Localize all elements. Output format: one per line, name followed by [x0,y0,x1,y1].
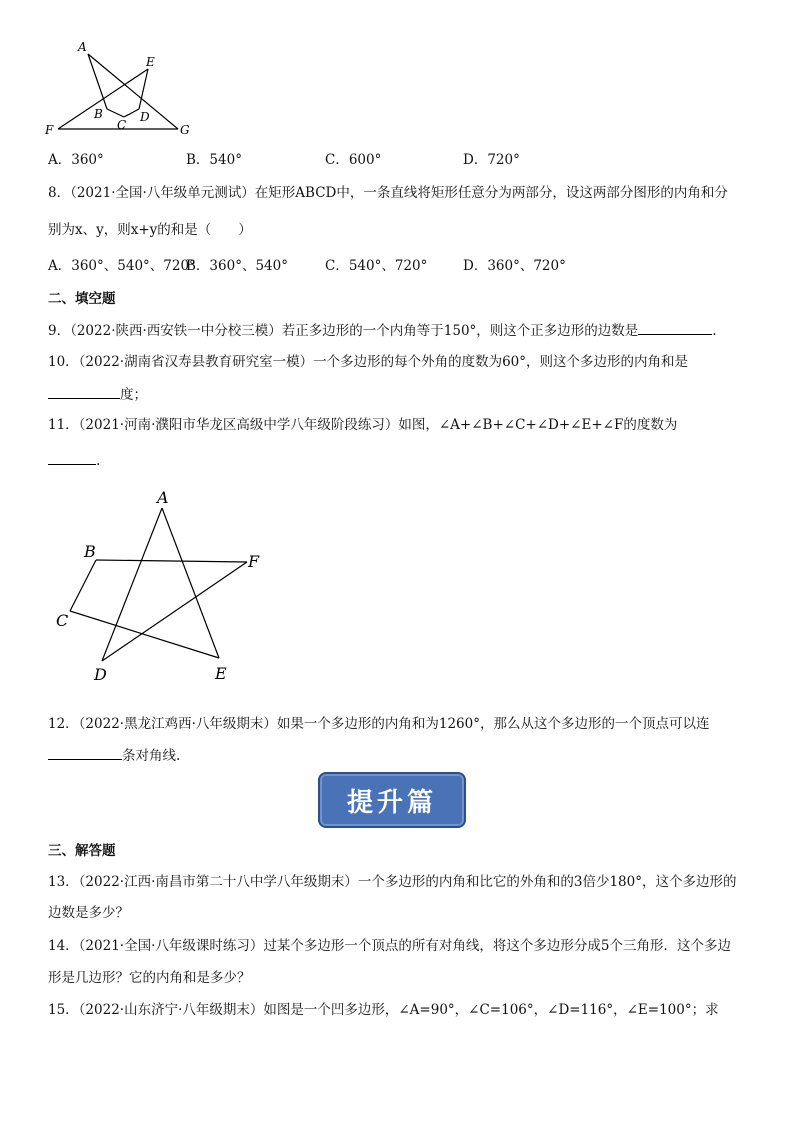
q8-option-b[interactable]: B．360°、540° [186,258,288,274]
fig2-line-ae [162,508,219,658]
fig1-label-e: E [146,55,155,69]
q8-option-a[interactable]: A．360°、540°、720° [48,258,196,274]
fig2-line-df [102,562,247,661]
figure-1 [40,38,200,142]
q11-answer-blank[interactable] [48,450,96,465]
q12-line2 [48,745,180,766]
q7-option-a[interactable]: A．360° [48,152,104,168]
figure-2 [44,486,274,686]
fig1-line-bc [107,109,124,117]
fig2-label-d: D [94,665,107,684]
q8-line2: 别为x、y，则x+y的和是（ ） [48,222,252,238]
q8-option-d[interactable]: D．360°、720° [463,258,566,274]
fig2-label-a: A [157,488,169,507]
section-3-title: 三、解答题 [48,843,116,859]
q12-answer-blank[interactable] [48,745,122,760]
q9-end: . [712,323,717,339]
q7-option-c[interactable]: C．600° [325,152,382,168]
q13-line2: 边数是多少？ [48,905,129,921]
q8-line1: 8．（2021·全国·八年级单元测试）在矩形ABCD中，一条直线将矩形任意分为两部分，设这两部分图形的内角和分 [48,185,728,201]
q9-answer-blank[interactable] [638,320,712,335]
fig2-label-b: B [84,542,96,561]
q7-option-d[interactable]: D．720° [463,152,520,168]
fig1-label-c: C [117,118,127,132]
q13-line1: 13．（2022·江西·南昌市第二十八中学八年级期末）一个多边形的内角和比它的外角和的3倍少180°，这个多边形的 [48,874,737,890]
fig1-label-f: F [45,123,54,137]
q12-end: 条对角线. [122,748,181,764]
fig2-line-bc [70,560,96,611]
fig2-line-ce [70,611,219,658]
q15-line1: 15．（2022·山东济宁·八年级期末）如图是一个凹多边形，∠A=90°，∠C=106°，∠D=116°，∠E=100°；求 [48,1002,719,1018]
fig1-label-b: B [94,107,103,121]
fig1-label-d: D [140,110,150,124]
q10-answer-blank[interactable] [48,384,120,399]
q10-line2 [48,384,147,405]
advanced-section-badge: 提升篇 [318,772,466,828]
fig2-line-bf [96,560,247,562]
q8-option-c[interactable]: C．540°、720° [325,258,428,274]
section-2-title: 二、填空题 [48,291,116,307]
q10-line1: 10．（2022·湖南省汉寿县教育研究室一模）一个多边形的每个外角的度数为60°，则这个多边形的内角和是 [48,354,689,370]
fig2-label-c: C [56,611,69,630]
fig1-label-a: A [78,40,87,54]
q7-option-b[interactable]: B．540° [186,152,242,168]
fig2-label-f: F [248,552,260,571]
q9-line [48,320,717,341]
q11-end: . [96,453,101,469]
fig2-line-ad [102,508,162,661]
q14-line2: 形是几边形？它的内角和是多少？ [48,970,251,986]
q12-line1: 12．（2022·黑龙江鸡西·八年级期末）如果一个多边形的内角和为1260°，那么从这个多边形的一个顶点可以连 [48,716,710,732]
q11-line2 [48,450,100,471]
q10-end: 度； [120,387,147,403]
q9-text: 9．（2022·陕西·西安铁一中分校三模）若正多边形的一个内角等于150°，则这个正多边形的边数是 [48,323,639,339]
fig2-label-e: E [215,664,227,683]
fig1-line-cd [124,109,139,117]
fig1-label-g: G [180,123,190,137]
q11-line1: 11．（2021·河南·濮阳市华龙区高级中学八年级阶段练习）如图，∠A+∠B+∠C+∠D+∠E+∠F的度数为 [48,417,678,433]
q14-line1: 14．（2021·全国·八年级课时练习）过某个多边形一个顶点的所有对角线，将这个多边形分成5个三角形．这个多边 [48,938,731,954]
